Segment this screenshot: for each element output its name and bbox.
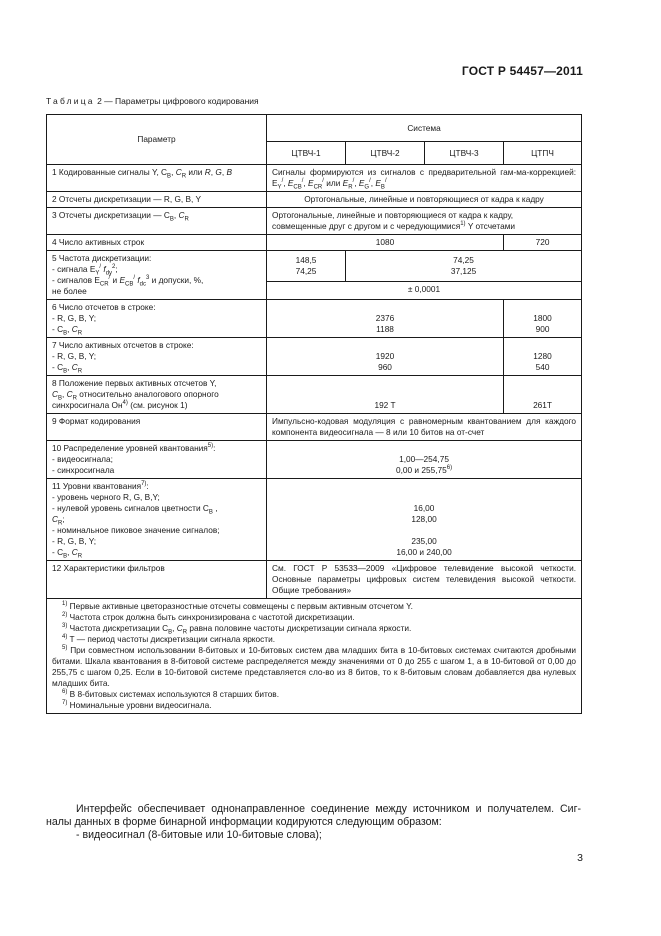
header-system-1: ЦТВЧ-1: [267, 142, 346, 165]
caption-title: 2 — Параметры цифрового кодирования: [94, 96, 259, 106]
coding-parameters-table: [46, 114, 582, 714]
row-11-param: 11 Уровни квантования$^{7)}$: - уровень черного R, G, B,Y; - нулевой уровень сигналов цветности $C_B$ , $C_R$; - номинальное пиковое значение сигналов; - R, G, B, Y; - $C_B$, $C_R$: [47, 479, 267, 561]
table-row: [47, 414, 582, 441]
row-3-value: Ортогональные, линейные и повторяющиеся от кадра к кадру, совмещенные друг с другом и с чередующимися$^{1)}$ Y отсчетами: [267, 208, 582, 235]
footnote-7: $^{7)}$ Номинальные уровни видеосигнала.: [62, 700, 212, 710]
table-row: [47, 338, 582, 376]
table-row: [47, 441, 582, 479]
table-row: [47, 235, 582, 251]
body-paragraph-1: Интерфейс обеспечивает однонаправленное соединение между источником и получателем. Сиг-налы данных в форме бинарной информации кодируются следующим образом:: [46, 803, 581, 828]
row-4-value-a: 1080: [267, 235, 504, 251]
row-10-value: 1,00—254,75 0,00 и 255,75$^{6)}$: [267, 441, 582, 479]
body-paragraph-2: - видеосигнал (8-битовые или 10-битовые слова);: [76, 829, 322, 841]
row-2-value: Ортогональные, линейные и повторяющиеся от кадра к кадру: [267, 192, 582, 208]
row-6-value-a: 2376 1188: [267, 300, 504, 338]
footnote-5: $^{5)}$ При совместном использовании 8-битовых и 10-битовых систем два младших бита в 10-битовых системах считаются дробными битами. Шкала квантования в 8-битовой системе распределяется между значениями от 0 до 255 с шагом 1, а в 10-битовой от 0,00 до 255,75 с шагом 0,25. Если в 10-битовой системе представляется сло-во из 8 битов, то к 8-битовым словам добавляется два нулевых младших бита.: [52, 645, 577, 688]
footnote-1: $^{1)}$ Первые активные цветоразностные отсчеты совмещены с первым активным отсчетом Y.: [62, 601, 413, 611]
row-6-value-b: 1800 900: [504, 300, 582, 338]
row-12-param: 12 Характеристики фильтров: [47, 561, 267, 599]
table-caption: [46, 96, 259, 106]
caption-label: Таблица: [46, 96, 95, 106]
row-4-param: 4 Число активных строк: [47, 235, 267, 251]
row-5-tolerance: ± 0,0001: [267, 281, 582, 299]
table-footnotes: [47, 599, 582, 714]
row-4-value-b: 720: [504, 235, 582, 251]
row-10-param: 10 Распределение уровней квантования$^{5)}$: - видеосигнала; - синхросигнала: [47, 441, 267, 479]
row-7-value-b: 1280 540: [504, 338, 582, 376]
row-7-param: 7 Число активных отсчетов в строке: - R, G, B, Y; - $C_B$, $C_R$: [47, 338, 267, 376]
document-header: ГОСТ Р 54457—2011: [461, 64, 583, 78]
table-row: [47, 376, 582, 414]
table-row: [47, 561, 582, 599]
header-system-2: ЦТВЧ-2: [346, 142, 425, 165]
row-8-param: 8 Положение первых активных отсчетов Y, $C_B$, $C_R$ относительно аналогового опорного синхросигнала $Oн^{4)}$ (см. рисунок 1): [47, 376, 267, 414]
row-5-value-a: 148,5 74,25: [267, 251, 346, 282]
table-row: [47, 479, 582, 561]
table-row: [47, 251, 582, 282]
table-row: [47, 300, 582, 338]
row-2-param: 2 Отсчеты дискретизации — R, G, B, Y: [47, 192, 267, 208]
row-6-param: 6 Число отсчетов в строке: - R, G, B, Y; - $C_B$, $C_R$: [47, 300, 267, 338]
table-row: [47, 192, 582, 208]
header-system-4: ЦТПЧ: [504, 142, 582, 165]
row-11-value: 16,00 128,00 235,00 16,00 и 240,00: [267, 479, 582, 561]
row-5-param: 5 Частота дискретизации: - сигнала $E_Y^/$ $f_{dy}^2$; - сигналов $E_{CR}^/$ и $E_{CB}^/$ $f_{dc}^3$ и допуски, %, не более: [47, 251, 267, 300]
row-7-value-a: 1920 960: [267, 338, 504, 376]
row-12-value: См. ГОСТ Р 53533—2009 «Цифровое телевидение высокой четкости. Основные параметры цифровых систем телевидения высокой четкости. Общие требования»: [267, 561, 582, 599]
row-1-value: Сигналы формируются из сигналов с предварительной гам-ма-коррекцией: $E_Y^/$, $E_{CB}^/$, $E_{CR}^/$ или $E_R^/$, $E_G^/$, $E_B^/$: [267, 165, 582, 192]
row-8-value-b: 261T: [504, 376, 582, 414]
table-footnotes-row: [47, 599, 582, 714]
page-number: 3: [577, 852, 583, 864]
footnote-3: $^{3)}$ Частота дискретизации $C_B$, $C_R$ равна половине частоты дискретизации сигнала яркости.: [62, 623, 412, 636]
row-9-param: 9 Формат кодирования: [47, 414, 267, 441]
table-row: [47, 165, 582, 192]
header-system: Система: [267, 115, 582, 142]
header-system-3: ЦТВЧ-3: [425, 142, 504, 165]
table-row: [47, 208, 582, 235]
footnote-6: $^{6)}$ В 8-битовых системах используются 8 старших битов.: [62, 689, 280, 699]
row-1-param: 1 Кодированные сигналы Y, $C_B$, $C_R$ или R, G, B: [47, 165, 267, 192]
row-3-param: 3 Отсчеты дискретизации — $C_B$, $C_R$: [47, 208, 267, 235]
footnote-4: $^{4)}$ T — период частоты дискретизации сигнала яркости.: [62, 634, 276, 644]
row-9-value: Импульсно-кодовая модуляция с равномерным квантованием для каждого компонента видеосигнала — 8 или 10 битов на от-счет: [267, 414, 582, 441]
header-parameter: Параметр: [47, 115, 267, 165]
row-5-value-b: 74,25 37,125: [346, 251, 582, 282]
footnote-2: $^{2)}$ Частота строк должна быть синхронизирована с частотой дискретизации.: [62, 612, 355, 622]
row-8-value-a: 192 T: [267, 376, 504, 414]
